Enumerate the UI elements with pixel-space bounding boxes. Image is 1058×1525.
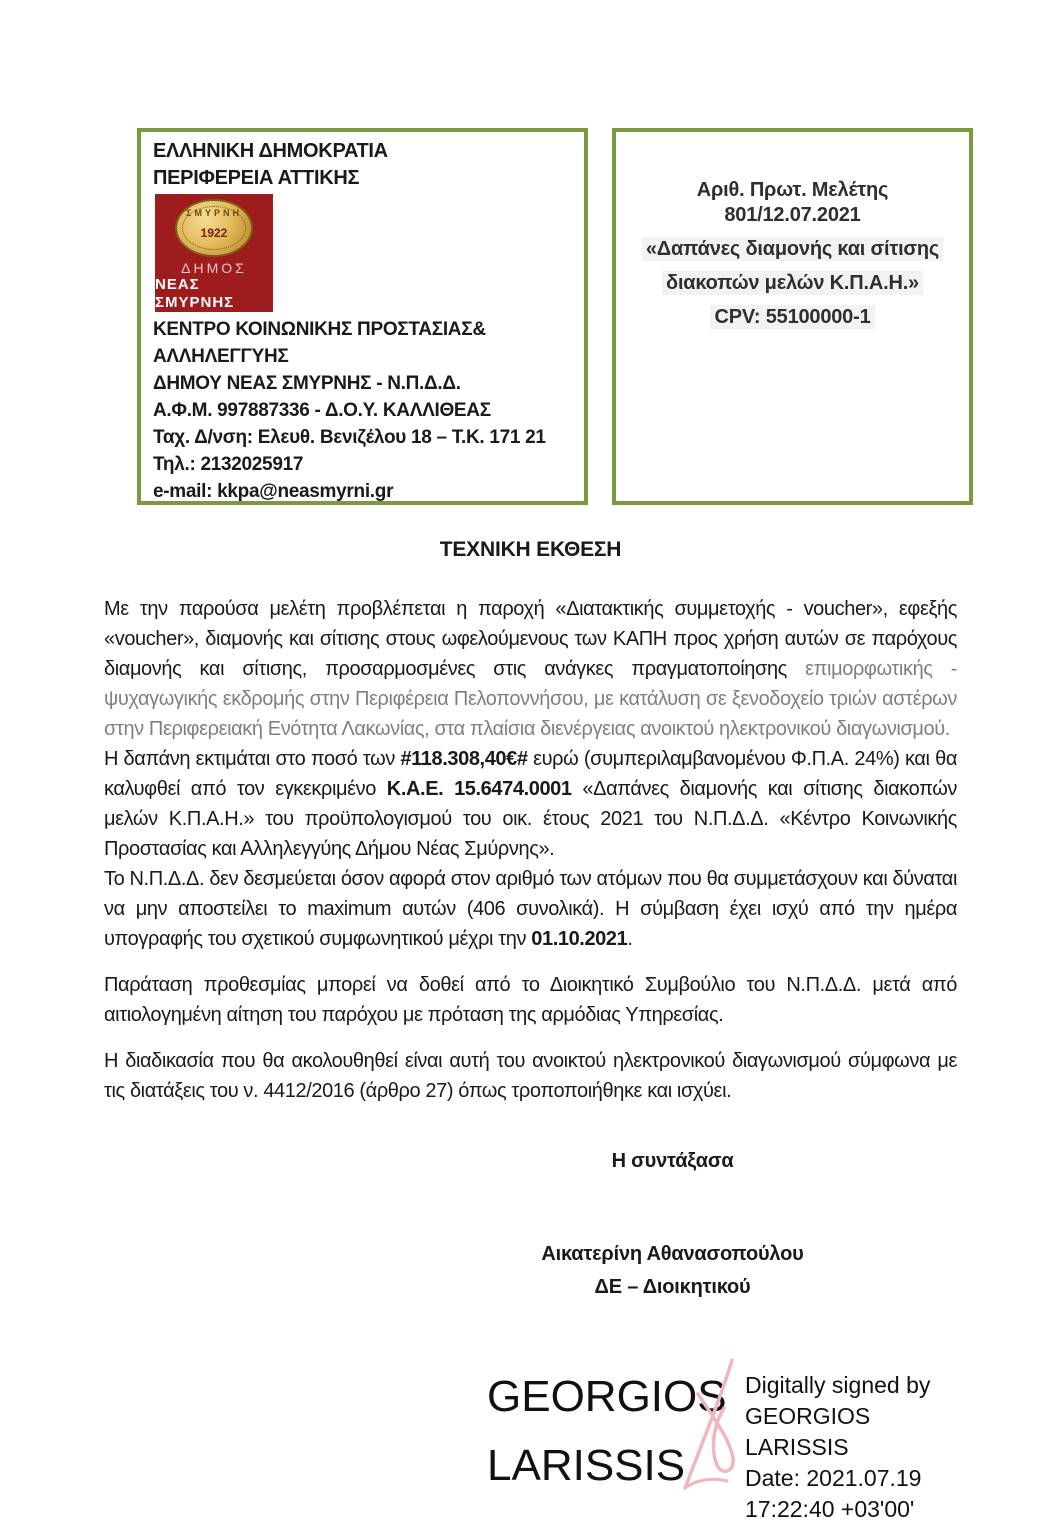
header-right-box [612,128,973,505]
dsig-detail-line-3: Date: 2021.07.19 [745,1465,922,1491]
dsig-detail-line-1: Digitally signed by [745,1372,931,1398]
paragraph-4: Παράταση προθεσμίας μπορεί να δοθεί από το Διοικητικό Συμβούλιο του Ν.Π.Δ.Δ. μετά από αιτιολογημένη αίτηση του παρόχου με πρόταση της αρμόδιας Υπηρεσίας. [104,974,957,1026]
dsig-detail-line-4: 17:22:40 +03'00' [745,1496,915,1522]
study-title-line-2: διακοπών μελών Κ.Π.Α.Η.» [626,271,959,296]
paragraph-2: Η δαπάνη εκτιμάται στο ποσό των #118.308,40€# ευρώ (συμπεριλαμβανομένου Φ.Π.Α. 24%) και θα καλυφθεί από τον εγκεκριμένο Κ.Α.Ε. 15.6474.0001 «Δαπάνες διαμονής και σίτισης διακοπών μελών Κ.Π.Α.Η.» του προϋπολογισμού του οικ. έτους 2021 του Ν.Π.Δ.Δ. «Κέντρο Κοινωνικής Προστασίας και Αλληλεγγύης Δήμου Νέας Σμύρνης». [104,748,958,860]
digital-signature-details [745,1370,975,1525]
document-body [104,594,957,1106]
cpv-code: CPV: 55100000-1 [626,305,959,330]
drafter-role: ΔΕ – Διοικητικού [594,1276,751,1298]
paragraph-5: Η διαδικασία που θα ακολουθηθεί είναι αυτή του ανοικτού ηλεκτρονικού διαγωνισμού σύμφωνα με τις διατάξεις του ν. 4412/2016 (άρθρο 27) όπως τροποποιήθηκε και ισχύει. [104,1050,957,1102]
org-line-2: ΑΛΛΗΛΕΓΓΥΗΣ [153,346,289,367]
study-title-line-1: «Δαπάνες διαμονής και σίτισης [626,237,959,262]
digital-signature-name: GEORGIOS LARISSIS [487,1372,727,1490]
org-line-afm: Α.Φ.Μ. 997887336 - Δ.Ο.Υ. ΚΑΛΛΙΘΕΑΣ [153,400,491,421]
org-line-3: ΔΗΜΟΥ ΝΕΑΣ ΣΜΥΡΝΗΣ - Ν.Π.Δ.Δ. [153,373,461,394]
protocol-number: Αριθ. Πρωτ. Μελέτης 801/12.07.2021 [696,179,889,226]
org-line-email: e-mail: kkpa@neasmyrni.gr [153,481,394,502]
logo-municipality-word: ΔΗΜΟΣ [181,260,247,276]
drafter-name-block [500,1238,845,1304]
budget-code: Κ.Α.Ε. 15.6474.0001 [386,778,572,800]
organization-details [153,316,572,505]
paragraph-1: Με την παρούσα μελέτη προβλέπεται η παροχή «Διατακτικής συμμετοχής - voucher», εφεξής «voucher», διαμονής και σίτισης στους ωφελούμενους των ΚΑΠΗ προς χρήση αυτών σε παρόχους διαμονής και σίτισης, προσαρμοσμένες στις ανάγκες πραγματοποίησης επιμορφωτικής - ψυχαγωγικής εκδρομής στην Περιφέρεια Πελοποννήσου, με κατάλυση σε ξενοδοχείο τριών αστέρων στην Περιφερειακή Ενότητα Λακωνίας, στα πλαίσια διενέργειας ανοικτού ηλεκτρονικού διαγωνισμού. [104,598,957,740]
coin-emblem-icon [175,199,253,257]
drafter-name: Αικατερίνη Αθανασοπούλου [541,1243,804,1265]
drafter-label: Η συντάξασα [611,1150,734,1172]
page-title: ΤΕΧΝΙΚΗ ΕΚΘΕΣΗ [439,538,622,561]
region-line: ΠΕΡΙΦΕΡΕΙΑ ΑΤΤΙΚΗΣ [153,167,360,189]
dsig-detail-line-2: GEORGIOS LARISSIS [745,1403,871,1460]
org-line-1: ΚΕΝΤΡΟ ΚΟΙΝΩΝΙΚΗΣ ΠΡΟΣΤΑΣΙΑΣ& [153,319,486,340]
logo-municipality-name: ΝΕΑΣ ΣΜΥΡΝΗΣ [155,276,235,311]
org-line-address: Ταχ. Δ/νση: Ελευθ. Βενιζέλου 18 – Τ.Κ. 171 21 [153,427,546,448]
contract-end-date: 01.10.2021 [531,928,628,950]
header-left-box [137,128,588,505]
municipality-logo [155,194,273,312]
coin-inscription: ΣΜΥΡΝΗ [186,208,242,218]
org-line-phone: Τηλ.: 2132025917 [153,454,304,475]
republic-line: ΕΛΛΗΝΙΚΗ ΔΗΜΟΚΡΑΤΙΑ [153,140,388,162]
paragraph-3: Το Ν.Π.Δ.Δ. δεν δεσμεύεται όσον αφορά στον αριθμό των ατόμων που θα συμμετάσχουν και δύναται να μην αποστείλει το maximum αυτών (406 συνολικά). Η σύμβαση έχει ισχύ από την ημέρα υπογραφής του σχετικού συμφωνητικού μέχρι την 01.10.2021. [104,868,957,950]
coin-year: 1922 [200,226,228,240]
paragraph-1-gray-part: επιμορφωτικής - ψυχαγωγικής εκδρομής στην Περιφέρεια Πελοποννήσου, με κατάλυση σε ξενοδοχείο τριών αστέρων στην Περιφερειακή Ενότητα Λακωνίας, στα πλαίσια διενέργειας ανοικτού ηλεκτρονικού διαγωνισμού. [104,658,957,740]
estimated-amount: #118.308,40€# [400,748,528,770]
signature-flourish-icon [672,1356,750,1501]
